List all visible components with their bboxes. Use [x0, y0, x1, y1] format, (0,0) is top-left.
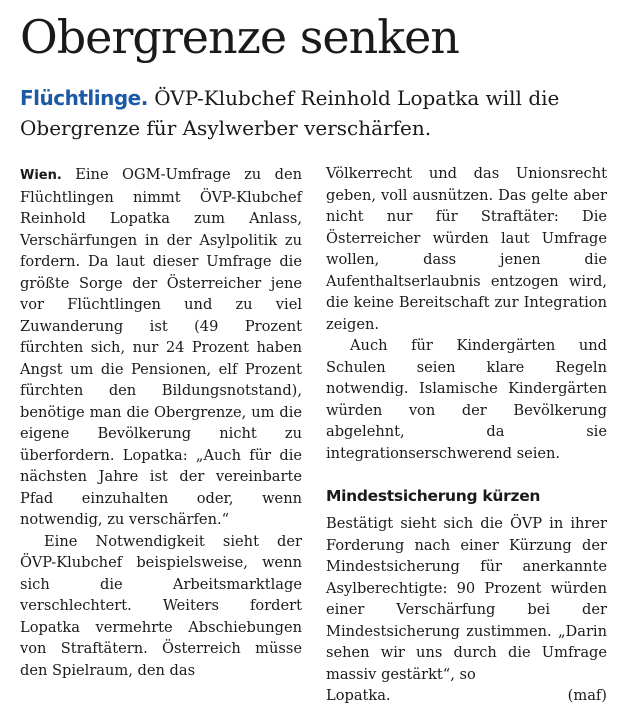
paragraph: Eine Notwendigkeit sieht der ÖVP-Klubchef beispielsweise, wenn sich die Arbeitsmarktlage verschlechtert. Weiters fordert Lopatka vermehrte Abschiebungen von Straftätern. Österreich müsse den Spielraum, den das: [20, 532, 302, 679]
left-column: [20, 164, 302, 681]
paragraph-end: Lopatka.: [326, 687, 391, 704]
paragraph-text: Eine OGM-Umfrage zu den Flüchtlingen nimmt ÖVP-Klubchef Reinhold Lopatka zum Anlass, Verschärfungen in der Asylpolitik zu fordern. Da laut dieser Umfrage die größte Sorge der Österreicher jene vor Flüchtlingen und zu viel Zuwanderung ist (49 Prozent fürchten sich, nur 24 Prozent haben Angst um die Pensionen, elf Prozent fürchten den Bildungsnotstand), benötige man die Obergrenze, um die eigene Bevölkerung nicht zu überfordern. Lopatka: „Auch für die nächsten Jahre ist der vereinbarte Pfad einzuhalten oder, wenn notwendig, zu verschärfen.“: [20, 166, 302, 528]
crosshead: Mindestsicherung kürzen: [326, 487, 541, 505]
paragraph: Bestätigt sieht sich die ÖVP in ihrer Forderung nach einer Kürzung der Mindestsicherung für anerkannte Asylberechtigte: 90 Prozent würden einer Verschärfung bei der Mindestsicherung zustimmen. „Darin sehen wir uns durch die Umfrage massiv gestärkt“, so: [326, 515, 607, 683]
lead-text: ÖVP-Klubchef Reinhold Lopatka will die Obergrenze für Asylwerber verschärfen.: [20, 86, 560, 140]
paragraph: Völkerrecht und das Unionsrecht geben, voll ausnützen. Das gelte aber nicht nur für Straftäter: Die Österreicher würden laut Umfrage wollen, dass jenen die Aufenthaltserlaubnis entzogen wird, die keine Bereitschaft zur Integration zeigen.: [326, 165, 607, 333]
paragraph: Auch für Kindergärten und Schulen seien klare Regeln notwendig. Islamische Kindergärten würden von der Bevölkerung abgelehnt, da sie integrationserschwerend seien.: [326, 337, 607, 462]
headline: Obergrenze senken: [20, 10, 459, 64]
author-byline: (maf): [567, 687, 607, 704]
dateline: Wien.: [20, 168, 62, 183]
right-column: [326, 163, 607, 707]
subheadline: [20, 83, 610, 143]
closing-line: [326, 685, 607, 707]
paragraph: [20, 164, 302, 531]
kicker: Flüchtlinge.: [20, 86, 148, 110]
